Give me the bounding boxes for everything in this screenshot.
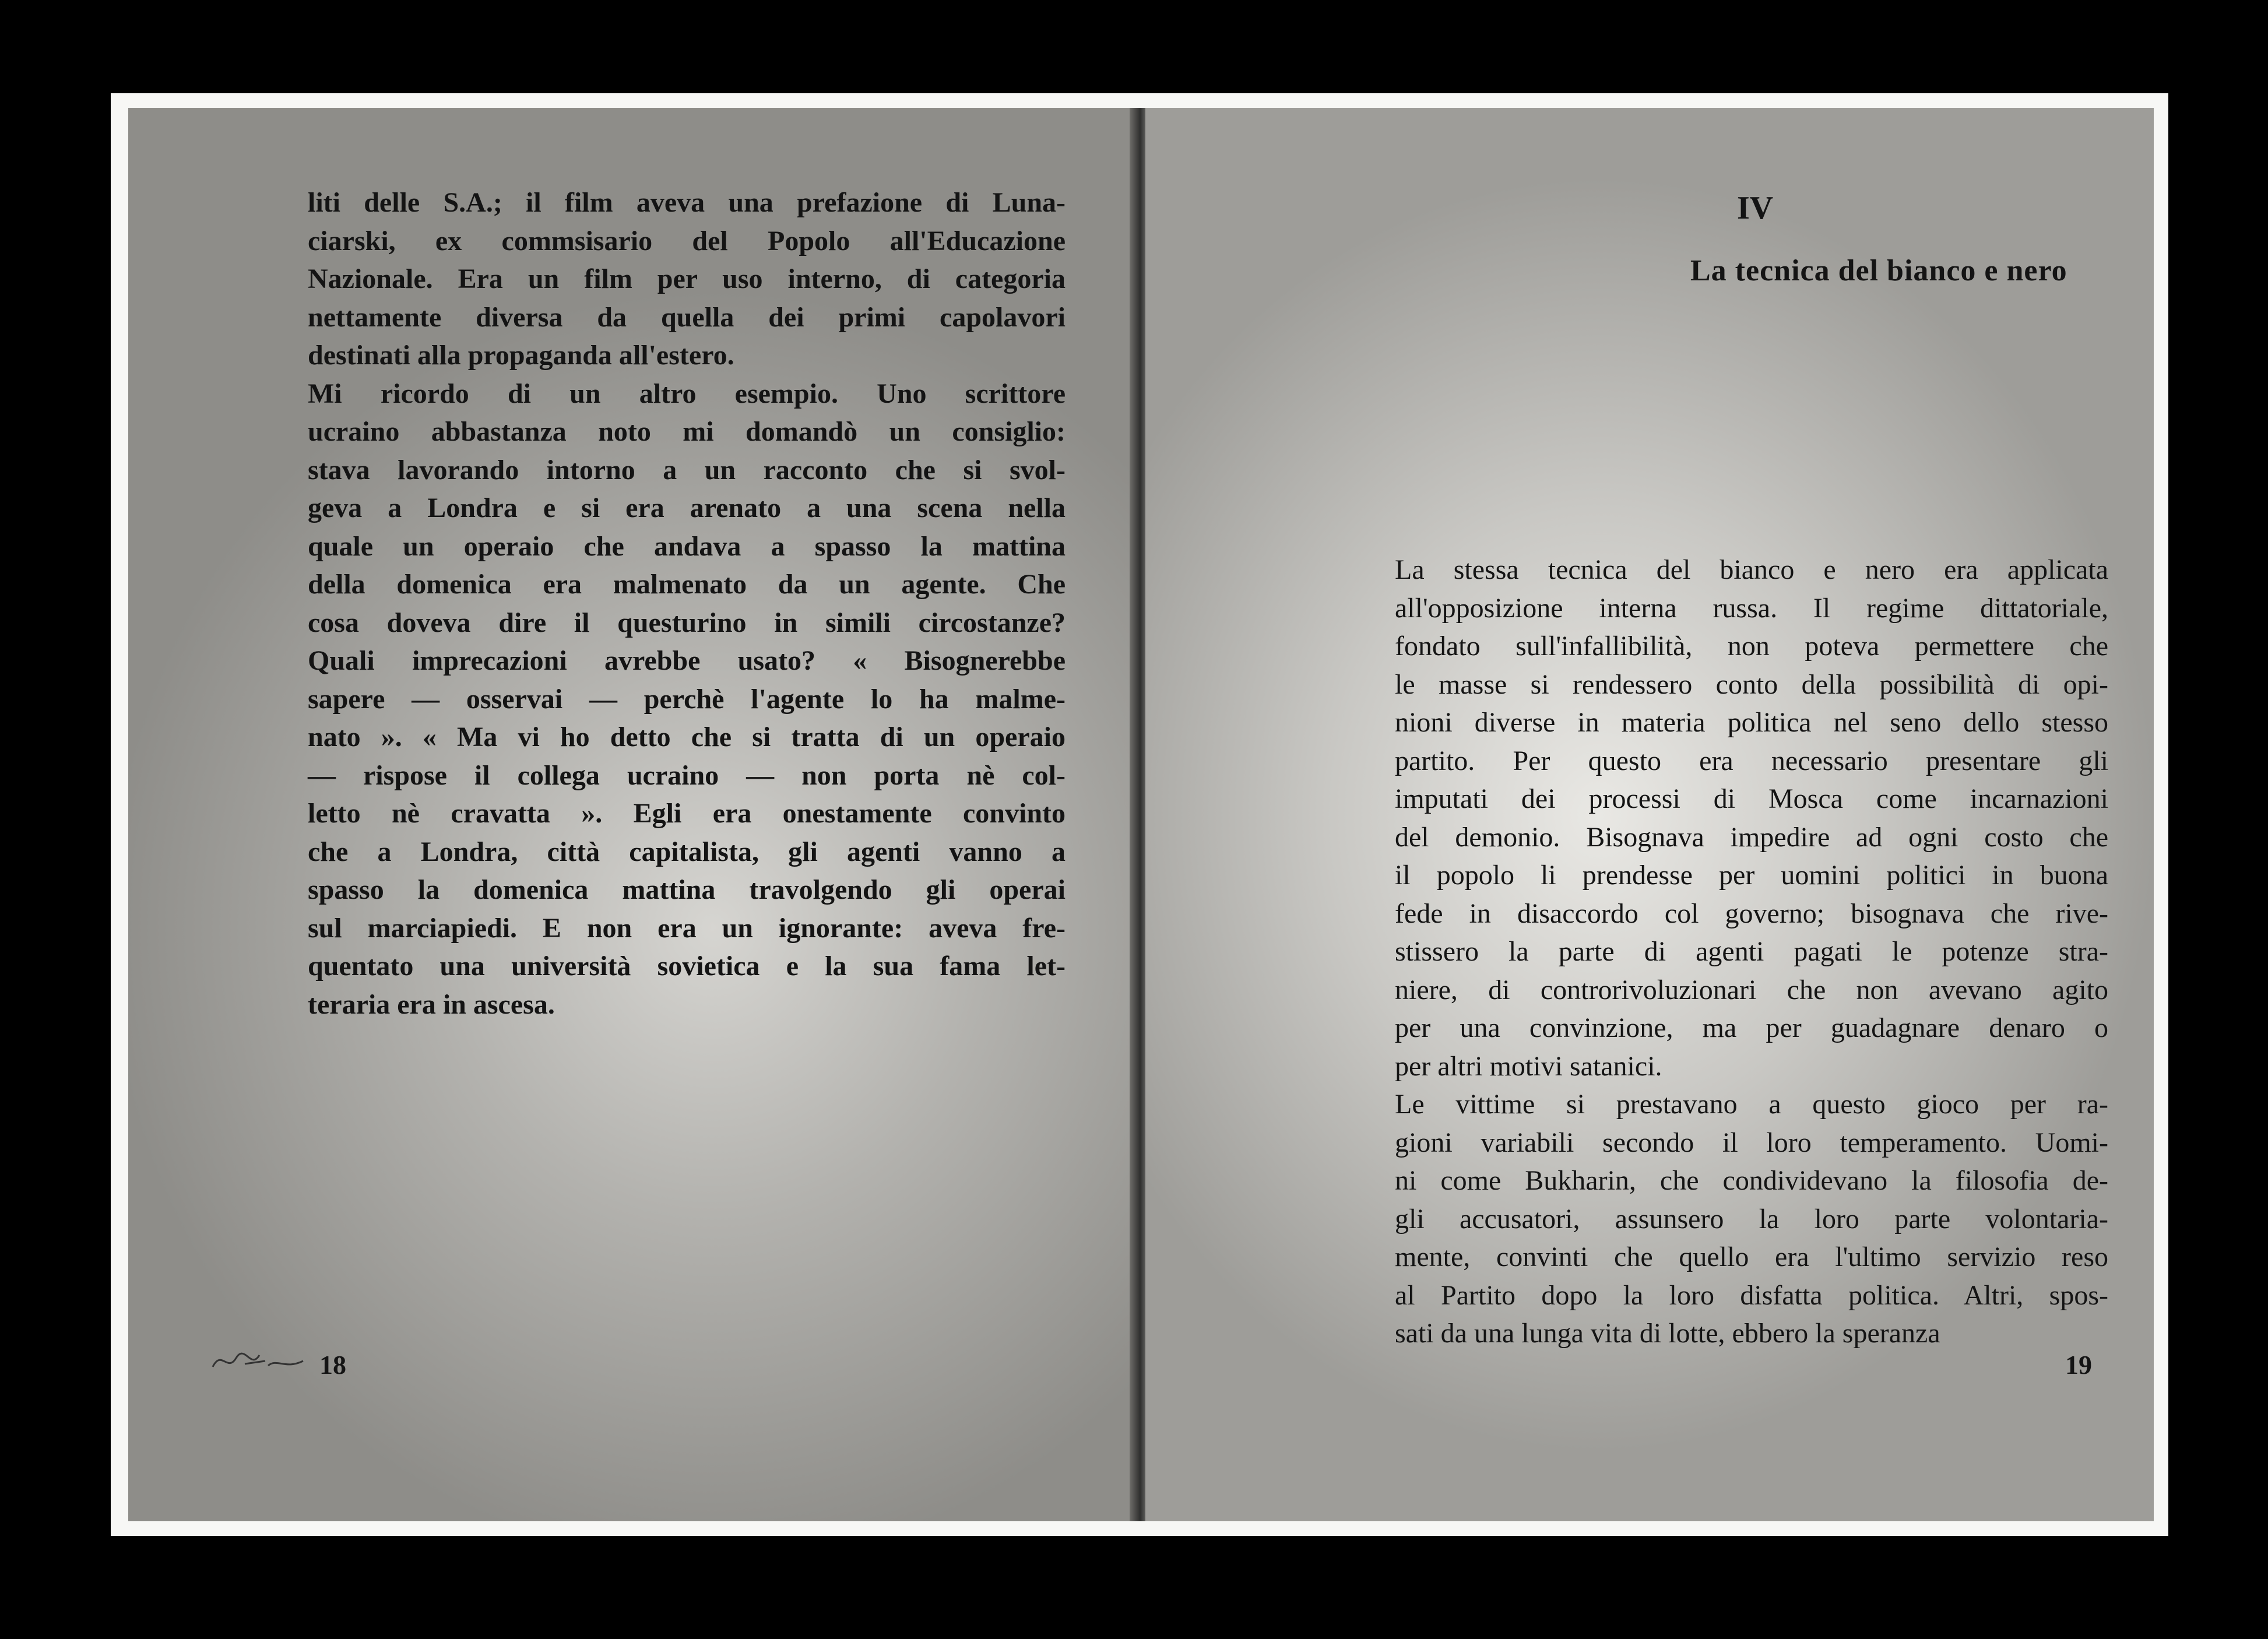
text-line: quale un operaio che andava a spasso la mattina (308, 530, 1066, 562)
chapter-number: IV (1737, 190, 1774, 226)
text-line: all'opposizione interna russa. Il regime dittatoriale, (1395, 592, 2108, 624)
text-line: al Partito dopo la loro disfatta politica. Altri, spos- (1395, 1279, 2108, 1311)
text-line: ucraino abbastanza noto mi domandò un consiglio: (308, 416, 1066, 447)
text-line: sul marciapiedi. E non era un ignorante: aveva fre- (308, 912, 1066, 944)
right-page-body-text (1395, 551, 2108, 1353)
text-line: Mi ricordo di un altro esempio. Uno scrittore (308, 378, 1066, 409)
right-page-number: 19 (2065, 1350, 2092, 1380)
text-line: del demonio. Bisognava impedire ad ogni costo che (1395, 821, 2108, 853)
text-line: che a Londra, città capitalista, gli agenti vanno a (308, 836, 1066, 867)
text-line: per altri motivi satanici. (1395, 1050, 1662, 1082)
text-line: sapere — osservai — perchè l'agente lo ha malme- (308, 683, 1066, 715)
text-line: fede in disaccordo col governo; bisognava che rive- (1395, 898, 2108, 929)
right-page (1145, 108, 2154, 1521)
text-line: quentato una università sovietica e la sua fama let- (308, 951, 1066, 982)
text-line: fondato sull'infallibilità, non poteva permettere che (1395, 631, 2108, 662)
scan-frame (111, 93, 2168, 1536)
text-line: imputati dei processi di Mosca come incarnazioni (1395, 783, 2108, 814)
text-line: — rispose il collega ucraino — non porta nè col- (308, 759, 1066, 791)
left-page (128, 108, 1137, 1521)
text-line: Nazionale. Era un film per uso interno, di categoria (308, 263, 1066, 294)
text-line: teraria era in ascesa. (308, 989, 555, 1020)
text-line: della domenica era malmenato da un agente. Che (308, 569, 1066, 600)
text-line: Quali imprecazioni avrebbe usato? « Bisognerebbe (308, 645, 1066, 676)
text-line: cosa doveva dire il questurino in simili circostanze? (308, 607, 1066, 638)
text-line: letto nè cravatta ». Egli era onestamente convinto (308, 798, 1066, 829)
left-page-number: 18 (319, 1350, 346, 1380)
text-line: partito. Per questo era necessario presentare gli (1395, 745, 2108, 776)
text-line: stissero la parte di agenti pagati le potenze stra- (1395, 936, 2108, 967)
text-line: nato ». « Ma vi ho detto che si tratta di un operaio (308, 722, 1066, 752)
text-line: destinati alla propaganda all'estero. (308, 340, 734, 371)
text-line: niere, di controrivoluzionari che non avevano agito (1395, 974, 2108, 1005)
handwritten-mark (210, 1343, 309, 1378)
text-line: Le vittime si prestavano a questo gioco per ra- (1395, 1089, 2108, 1120)
text-line: le masse si rendessero conto della possibilità di opi- (1395, 669, 2108, 700)
text-line: per una convinzione, ma per guadagnare denaro o (1395, 1012, 2108, 1043)
text-line: ciarski, ex commsisario del Popolo all'Educazione (308, 225, 1066, 256)
chapter-title: La tecnica del bianco e nero (1690, 254, 2067, 287)
text-line: il popolo li prendesse per uomini politici in buona (1395, 860, 2108, 891)
text-line: stava lavorando intorno a un racconto che si svol- (308, 454, 1066, 486)
text-line: liti delle S.A.; il film aveva una prefazione di Luna- (308, 187, 1066, 218)
book-spread (128, 108, 2154, 1521)
text-line: gioni variabili secondo il loro temperamento. Uomi- (1395, 1127, 2108, 1158)
text-line: gli accusatori, assunsero la loro parte volontaria- (1395, 1203, 2108, 1234)
text-line: spasso la domenica mattina travolgendo gli operai (308, 874, 1066, 905)
text-line: sati da una lunga vita di lotte, ebbero la speranza (1395, 1318, 1940, 1349)
text-line: mente, convinti che quello era l'ultimo servizio reso (1395, 1241, 2108, 1272)
text-line: La stessa tecnica del bianco e nero era applicata (1395, 554, 2108, 585)
text-line: nettamente diversa da quella dei primi capolavori (308, 301, 1066, 333)
text-line: nioni diverse in materia politica nel seno dello stesso (1395, 707, 2108, 738)
left-page-body-text (308, 184, 1066, 1024)
text-line: geva a Londra e si era arenato a una scena nella (308, 493, 1066, 523)
text-line: ni come Bukharin, che condividevano la filosofia de- (1395, 1165, 2108, 1196)
